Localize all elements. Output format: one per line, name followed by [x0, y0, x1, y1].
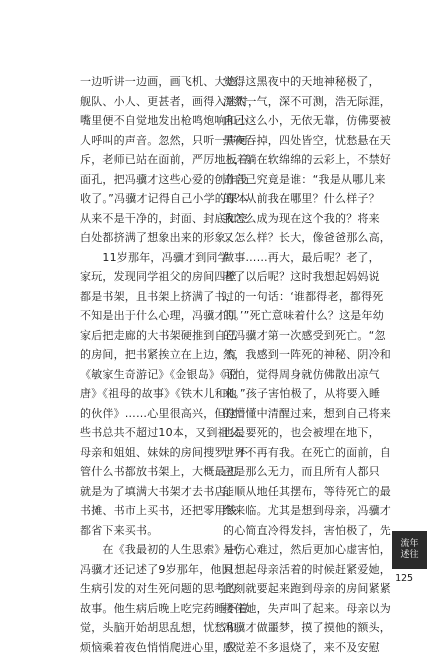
text-line: 觉得这黑夜中的天地神秘极了， [223, 72, 349, 92]
text-line: 不知是出于什么心理，冯骥才回 [80, 306, 206, 326]
text-line: 也是要死的，也会被埋在地下， [223, 423, 349, 443]
text-line: 烦恼乘着夜色悄悄爬进心里，只 [80, 638, 206, 657]
left-text-column [80, 72, 206, 657]
text-line: 又怎么样？长大，像爸爸那么高， [223, 228, 349, 248]
text-line: 然，我感到一阵死的神秘、阴冷和 [223, 345, 349, 365]
text-line: 生病引发的对生死问题的思考的 [80, 579, 206, 599]
text-line: 都是书架，且书架上挤满了书， [80, 287, 206, 307]
text-line: 黑夜吞掉，四处皆空，忧愁悬在天 [223, 131, 349, 151]
text-line: 过的一句话：‘谁都得老，都得死 [223, 287, 349, 307]
text-line: 都省下来买书。 [80, 521, 206, 541]
text-line: 故事。他生病后晚上吃完药睡不着 [80, 599, 206, 619]
text-line: 浑然一气，深不可测，浩无际涯， [223, 92, 349, 112]
text-line: 冯骥才还记述了9岁那年，他因 [80, 560, 206, 580]
text-line: 家后把走廊的大书架硬推到自己 [80, 326, 206, 346]
text-line: 的房间，把书紧挨立在上边，有 [80, 345, 206, 365]
section-tab-line-1: 流年 [400, 539, 418, 550]
text-line: 斥，老师已站在面前，严厉地板着 [80, 150, 206, 170]
text-line: 是伤心难过，然后更加心虚害怕， [223, 540, 349, 560]
text-line: 搂住她，失声叫了起来。母亲以为 [223, 599, 349, 619]
text-line: 《敏家生奇游记》《金银岛》《说 [80, 365, 206, 385]
text-line: 母亲和姐姐、妹妹的房间搜罗，不 [80, 443, 206, 463]
text-line: 只想起母亲活着的时候赶紧爱她， [223, 560, 349, 580]
text-line: 收了。”冯骥才记得自己小学的课本 [80, 189, 206, 209]
text-line: 11岁那年，冯骥才到同学 [80, 248, 206, 268]
text-line: 觉，头脑开始胡思乱想，忧愁和 [80, 618, 206, 638]
text-line: 自己这么小，无依无靠，仿佛要被 [223, 111, 349, 131]
text-line: 些书总共不超过10本，又到祖父、 [80, 423, 206, 443]
text-line: 的冯骥才第一次感受到死亡。“忽 [223, 326, 349, 346]
text-line: 嘴里便不自觉地发出枪鸣炮响和小 [80, 111, 206, 131]
text-line: 面孔，把冯骥才这些心爱的创作没 [80, 170, 206, 190]
text-line: 人呼叫的声音。忽然，只听一声呵 [80, 131, 206, 151]
text-line: 的伙伴》……心里很高兴，但这 [80, 404, 206, 424]
text-line: 冯骥才做噩梦，摸了摸他的额头， [223, 618, 349, 638]
text-line: 做事……再大，最后呢？老了， [223, 248, 349, 268]
text-line: 书摊、书市上买书，还把零用钱 [80, 501, 206, 521]
section-tab [392, 531, 427, 569]
text-line: 老了以后呢？这时我想起妈妈说 [223, 267, 349, 287]
text-line: 的？从前我在哪里？什么样子？ [223, 189, 349, 209]
text-line: 家玩，发现同学祖父的房间四壁 [80, 267, 206, 287]
text-line: 一边听讲一边画，画飞机、大炮、 [80, 72, 206, 92]
text-line: 唐》《祖母的故事》《铁木儿和他 [80, 384, 206, 404]
text-line: 可怕，觉得周身就仿佛散出凉气 [223, 365, 349, 385]
text-line: 的懵懂中清醒过来，想到自己将来 [223, 404, 349, 424]
text-line: 从来不是干净的，封面、封底和空 [80, 209, 206, 229]
text-line: 世界不再有我。在死亡的面前，自 [223, 443, 349, 463]
text-line: 管什么书都放书架上，大概最初 [80, 462, 206, 482]
text-line: 上，躺在软绵绵的云彩上，不禁好 [223, 150, 349, 170]
text-line: 舰队、小人、更甚者，画得入迷时， [80, 92, 206, 112]
text-line: 的。’”死亡意味着什么？这是年幼 [223, 306, 349, 326]
text-line: 能顺从地任其摆布，等待死亡的最 [223, 482, 349, 502]
text-line: 我怎么成为现在这个我的？将来 [223, 209, 349, 229]
text-line: 白处都挤满了想象出来的形象。 [80, 228, 206, 248]
text-line: 己是那么无力，而且所有人都只 [223, 462, 349, 482]
text-line: 此刻就要起来跑到母亲的房间紧紧 [223, 579, 349, 599]
text-line: 就是为了填满大书架才去书店、 [80, 482, 206, 502]
text-line: 终来临。尤其是想到母亲，冯骥才 [223, 501, 349, 521]
right-text-column [223, 72, 349, 657]
text-line: 的心简直冷得发抖，害怕极了，先 [223, 521, 349, 541]
page-number: 125 [395, 573, 413, 584]
section-tab-line-2: 述往 [400, 550, 418, 561]
text-line: 感觉差不多退烧了，来不及安慰 [223, 638, 349, 657]
text-line: 在《我最初的人生思索》中， [80, 540, 206, 560]
text-line: 来。”孩子害怕极了，从将要入睡 [223, 384, 349, 404]
text-line: 奇自己究竟是谁：“我是从哪儿来 [223, 170, 349, 190]
